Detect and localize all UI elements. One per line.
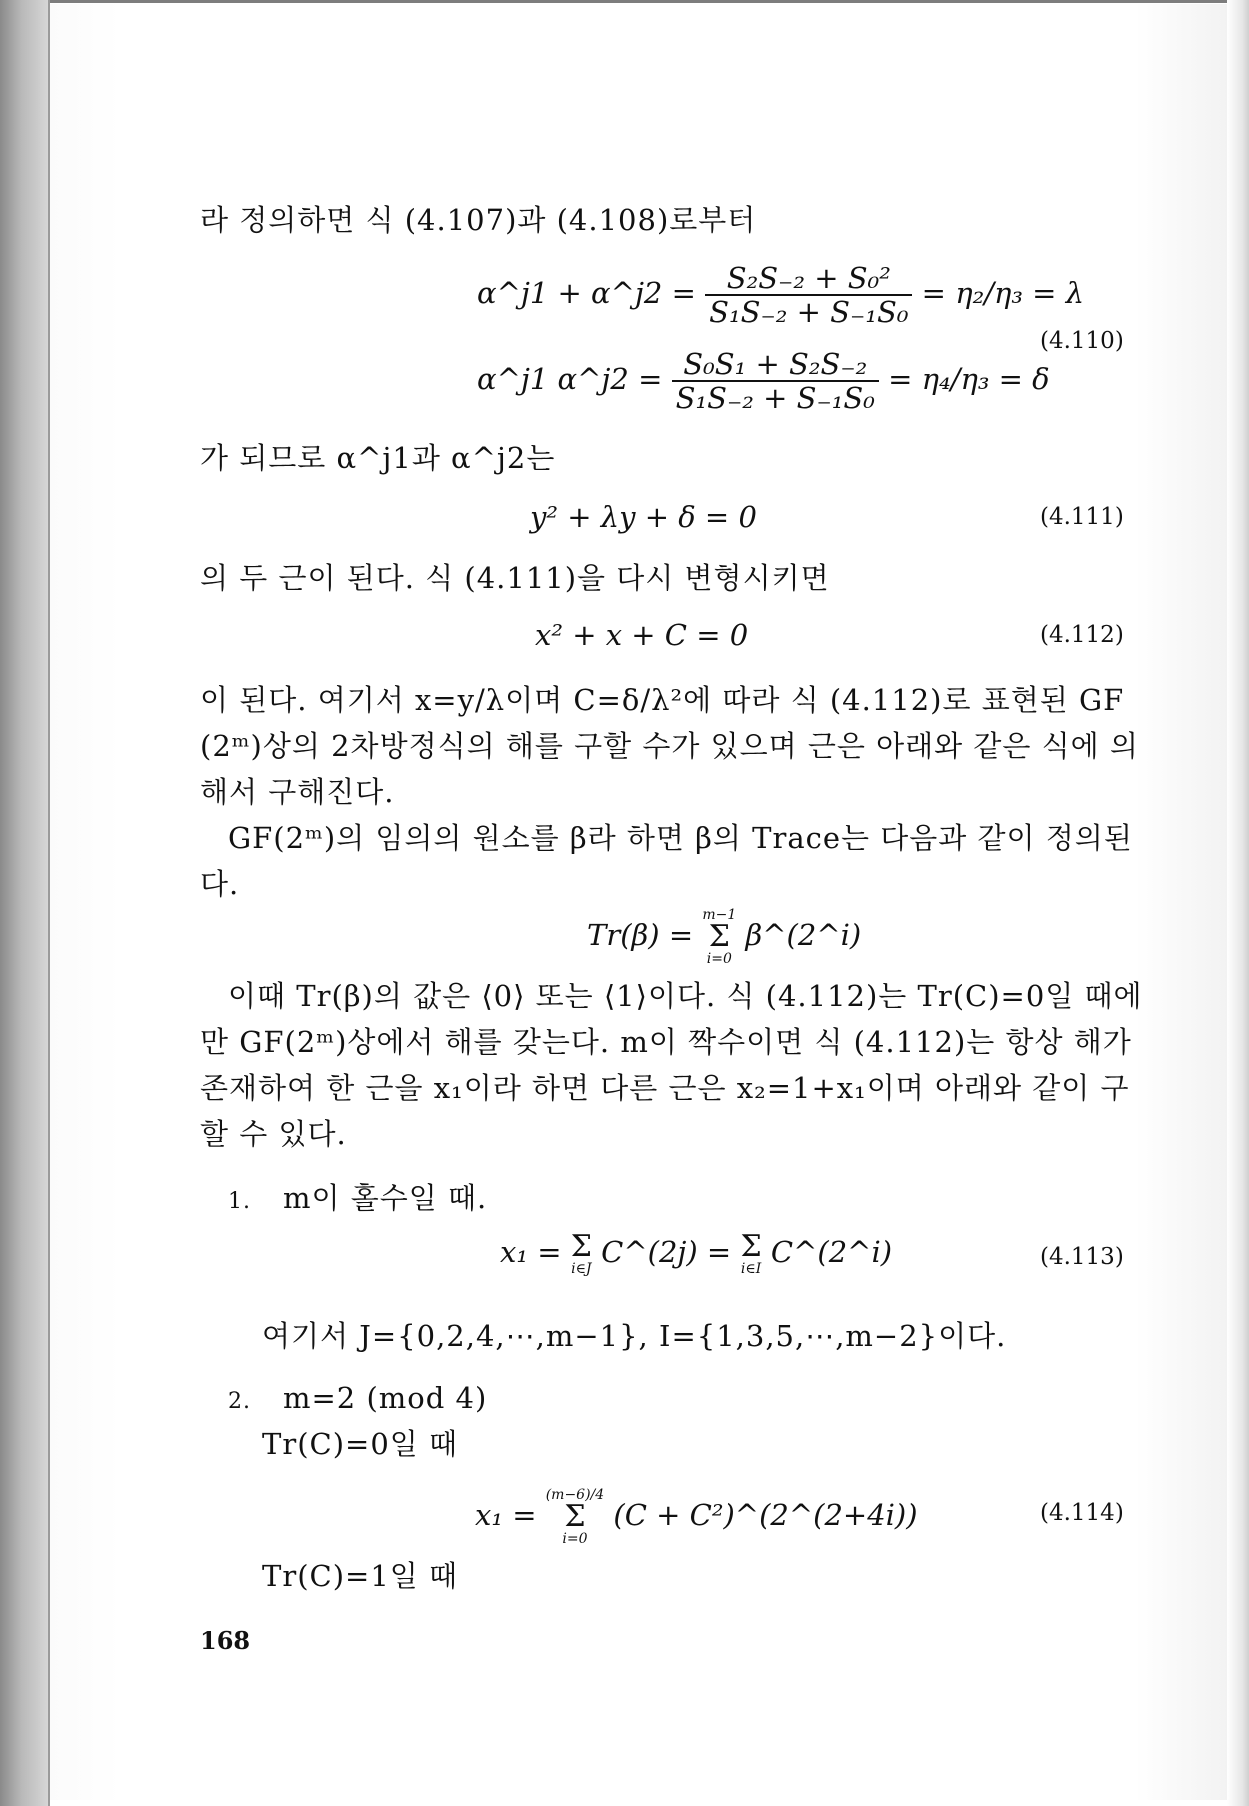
eq-4-110-a-lhs: α^j1 + α^j2 =: [477, 276, 696, 310]
list-item-2-number: 2.: [228, 1389, 251, 1414]
book-spine-edge: [0, 0, 48, 1806]
equation-number-4-113: (4.113): [1040, 1244, 1124, 1270]
eq-trace-summation: [702, 908, 736, 966]
sigma-symbol: Σ: [708, 919, 730, 954]
equation-4-110-b: [477, 348, 1050, 414]
eq-trace-lhs: Tr(β) =: [587, 918, 694, 952]
eq-4-114-summation: [546, 1488, 604, 1546]
paragraph-5-line-1: GF(2ᵐ)의 임의의 원소를 β라 하면 β의 Trace는 다음과 같이 정의된: [228, 821, 1133, 855]
equation-number-4-110: (4.110): [1040, 328, 1124, 354]
equation-4-114: [475, 1488, 918, 1546]
list-item-2-case-2: Tr(C)=1일 때: [262, 1559, 459, 1593]
equation-number-4-111: (4.111): [1040, 504, 1124, 530]
paragraph-5-line-2: 다.: [200, 867, 240, 901]
eq-4-113-term-2: C^(2^i): [770, 1235, 893, 1269]
list-item-1: [228, 1178, 487, 1222]
list-item-1-number: 1.: [228, 1189, 251, 1214]
eq-4-110-b-fraction: [672, 348, 879, 414]
eq-4-114-term: (C + C²)^(2^(2+4i)): [613, 1498, 918, 1532]
paragraph-6-line-2: 만 GF(2ᵐ)상에서 해를 갖는다. m이 짝수이면 식 (4.112)는 항상 해가: [200, 1025, 1132, 1059]
eq-4-114-sum-upper: (m−6)/4: [545, 1487, 605, 1503]
eq-trace-term: β^(2^i): [745, 918, 862, 952]
eq-4-114-lhs: x₁ =: [475, 1498, 537, 1532]
eq-4-110-a-fraction: [705, 262, 912, 328]
eq-4-113-summation-2: [740, 1229, 762, 1277]
equation-4-111: y² + λy + δ = 0: [530, 500, 757, 534]
eq-4-110-b-numerator: S₀S₁ + S₂S₋₂: [672, 348, 879, 382]
paragraph-6-line-1: 이때 Tr(β)의 값은 ⟨0⟩ 또는 ⟨1⟩이다. 식 (4.112)는 Tr(C)=0일 때에: [228, 979, 1143, 1013]
page-number: 168: [200, 1626, 251, 1655]
paragraph-4-line-1: 이 된다. 여기서 x=y/λ이며 C=δ/λ²에 따라 식 (4.112)로 표현된 GF: [200, 683, 1125, 717]
eq-4-110-b-rhs: = η₄/η₃ = δ: [888, 362, 1050, 396]
eq-4-110-a-numerator: S₂S₋₂ + S₀²: [705, 262, 912, 296]
paragraph-4-line-3: 해서 구해진다.: [200, 775, 395, 809]
paragraph-1: 라 정의하면 식 (4.107)과 (4.108)로부터: [200, 203, 757, 237]
equation-4-110-a: [477, 262, 1084, 328]
book-top-edge: [0, 0, 1249, 3]
list-item-1-note: 여기서 J={0,2,4,⋯,m−1}, I={1,3,5,⋯,m−2}이다.: [262, 1319, 1007, 1353]
eq-4-110-b-lhs: α^j1 α^j2 =: [477, 362, 663, 396]
sigma-symbol: Σ: [740, 1229, 762, 1264]
paragraph-4-line-2: (2ᵐ)상의 2차방정식의 해를 구할 수가 있으며 근은 아래와 같은 식에 의: [200, 729, 1139, 763]
equation-4-112: x² + x + C = 0: [535, 618, 749, 652]
eq-4-113-term-1: C^(2j) =: [601, 1235, 732, 1269]
paragraph-3: 의 두 근이 된다. 식 (4.111)을 다시 변형시키면: [200, 561, 830, 595]
eq-trace-sum-upper: m−1: [702, 907, 737, 923]
eq-4-113-sum-2-lower: i∈I: [740, 1261, 762, 1277]
eq-trace-sum-lower: i=0: [706, 951, 732, 967]
list-item-2: [228, 1378, 487, 1422]
eq-4-110-a-rhs: = η₂/η₃ = λ: [921, 276, 1085, 310]
eq-4-113-summation-1: [570, 1229, 592, 1277]
equation-number-4-114: (4.114): [1040, 1500, 1124, 1526]
paragraph-2: 가 되므로 α^j1과 α^j2는: [200, 441, 556, 475]
equation-number-4-112: (4.112): [1040, 622, 1124, 648]
list-item-2-text: m=2 (mod 4): [283, 1381, 488, 1415]
list-item-2-case-1: Tr(C)=0일 때: [262, 1427, 459, 1461]
equation-trace: [587, 908, 861, 966]
sigma-symbol: Σ: [570, 1229, 592, 1264]
equation-4-113: [500, 1229, 893, 1277]
list-item-1-text: m이 홀수일 때.: [283, 1181, 488, 1215]
eq-4-113-sum-1-lower: i∈J: [571, 1261, 592, 1277]
page-right-shadow: [1227, 0, 1249, 1806]
eq-4-113-lhs: x₁ =: [500, 1235, 562, 1269]
eq-4-110-a-denominator: S₁S₋₂ + S₋₁S₀: [709, 295, 909, 329]
eq-4-114-sum-lower: i=0: [562, 1531, 588, 1547]
sigma-symbol: Σ: [564, 1499, 586, 1534]
paragraph-6-line-4: 할 수 있다.: [200, 1117, 347, 1151]
eq-4-110-b-denominator: S₁S₋₂ + S₋₁S₀: [675, 381, 875, 415]
paragraph-6-line-3: 존재하여 한 근을 x₁이라 하면 다른 근은 x₂=1+x₁이며 아래와 같이 구: [200, 1071, 1130, 1105]
